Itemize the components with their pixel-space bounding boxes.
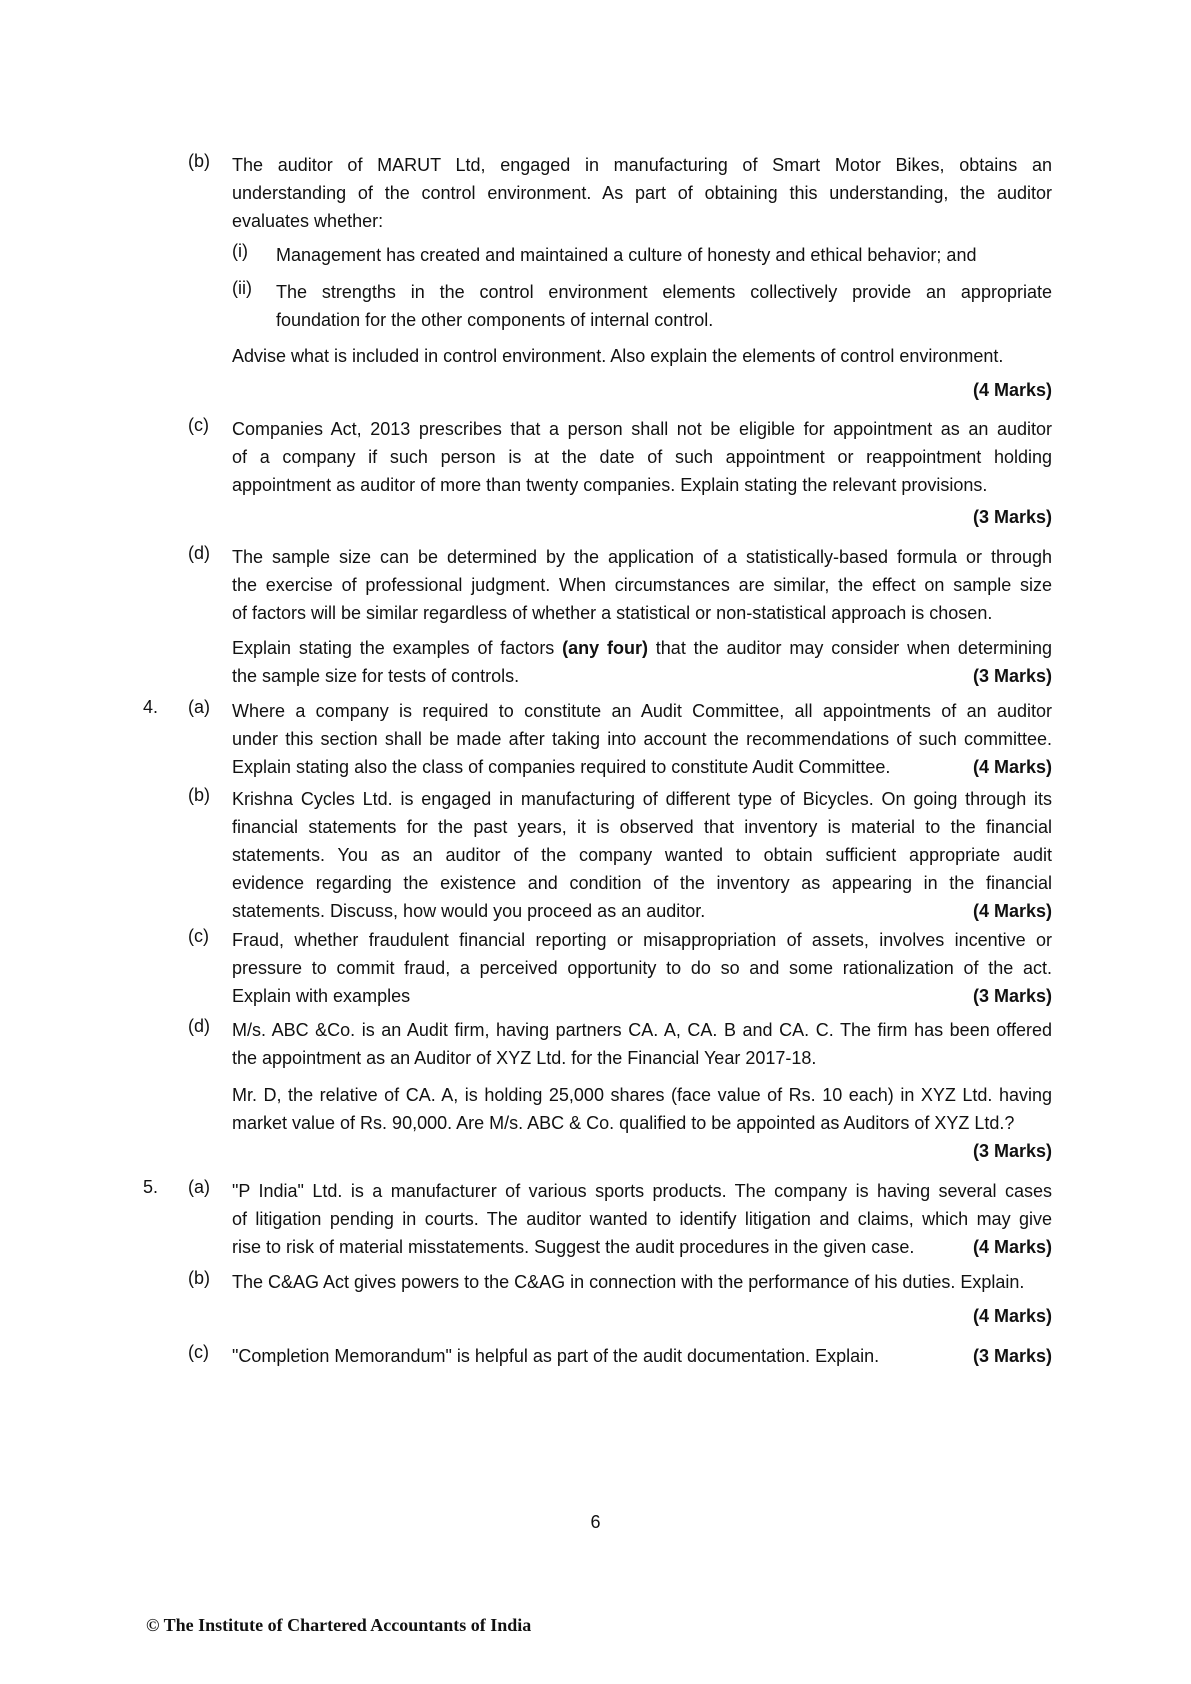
q4b-text [232, 785, 1052, 925]
text-run: Explain with examples [232, 986, 411, 1006]
text-line: Mr. D, the relative of CA. A, is holding 25,000 shares (face value of Rs. 10 each) in XYZ Ltd. having [232, 1085, 1052, 1105]
marks-label: (3 Marks) [972, 1346, 1052, 1366]
q4b-label: (b) [188, 785, 210, 805]
text-run: Explain stating the examples of factors [232, 638, 563, 658]
footer-copyright: © The Institute of Chartered Accountants of India [146, 1615, 532, 1635]
q3d-label: (d) [188, 543, 210, 563]
q3b-i-label: (i) [232, 241, 248, 261]
text-run: Explain stating also the class of companies required to constitute Audit Committee. [232, 757, 891, 777]
text-line: The auditor of MARUT Ltd, engaged in manufacturing of Smart Motor Bikes, obtains an [232, 155, 1052, 175]
text-line [232, 1233, 1052, 1261]
q4a-text [232, 697, 1052, 781]
marks-label: (3 Marks) [972, 666, 1052, 686]
text-line: pressure to commit fraud, a perceived opportunity to do so and some rationalization of the act. [232, 958, 1052, 978]
marks-label: (4 Marks) [972, 757, 1052, 777]
q3b-text [232, 151, 1052, 235]
q5a-text [232, 1177, 1052, 1261]
text-line: understanding of the control environment. As part of obtaining this understanding, the auditor [232, 183, 1052, 203]
q4d-text [232, 1016, 1052, 1072]
text-line: the exercise of professional judgment. When circumstances are similar, the effect on sample size [232, 575, 1052, 595]
marks-label: (4 Marks) [972, 1306, 1052, 1326]
text-line: M/s. ABC &Co. is an Audit firm, having partners CA. A, CA. B and CA. C. The firm has been offered [232, 1020, 1052, 1040]
text-line: Fraud, whether fraudulent financial reporting or misappropriation of assets, involves incentive or [232, 930, 1052, 950]
text-run: statements. Discuss, how would you proceed as an auditor. [232, 901, 706, 921]
text-line: The C&AG Act gives powers to the C&AG in connection with the performance of his duties. Explain. [232, 1272, 1025, 1292]
text-run: rise to risk of material misstatements. Suggest the audit procedures in the given case. [232, 1237, 915, 1257]
text-line: of a company if such person is at the date of such appointment or reappointment holding [232, 447, 1052, 467]
text-line: Management has created and maintained a culture of honesty and ethical behavior; and [276, 245, 977, 265]
text-line: of litigation pending in courts. The auditor wanted to identify litigation and claims, which may give [232, 1209, 1052, 1229]
text-line: market value of Rs. 90,000. Are M/s. ABC & Co. qualified to be appointed as Auditors of XYZ Ltd.? [232, 1113, 1015, 1133]
marks-label: (4 Marks) [972, 1237, 1052, 1257]
q3b-label: (b) [188, 151, 210, 171]
text-line: foundation for the other components of internal control. [276, 310, 714, 330]
text-line: appointment as auditor of more than twenty companies. Explain stating the relevant provisions. [232, 475, 988, 495]
text-line [232, 753, 1052, 781]
text-line: statements. You as an auditor of the company wanted to obtain sufficient appropriate audit [232, 845, 1052, 865]
q5b-label: (b) [188, 1268, 210, 1288]
q5c-label: (c) [188, 1342, 209, 1362]
q4c-text [232, 926, 1052, 1010]
q4d-label: (d) [188, 1016, 210, 1036]
q3d-text [232, 543, 1052, 627]
text-line: Krishna Cycles Ltd. is engaged in manufacturing of different type of Bicycles. On going through its [232, 789, 1052, 809]
marks-label: (3 Marks) [972, 507, 1052, 527]
marks-label: (4 Marks) [972, 901, 1052, 921]
question-number: 4. [143, 697, 159, 717]
text-line: The sample size can be determined by the application of a statistically-based formula or through [232, 547, 1052, 567]
q3c-label: (c) [188, 415, 209, 435]
text-line: the appointment as an Auditor of XYZ Ltd. for the Financial Year 2017-18. [232, 1048, 817, 1068]
text-run: that the auditor may consider when determining [647, 638, 1052, 658]
q4a-label: (a) [188, 697, 210, 717]
text-line: evidence regarding the existence and condition of the inventory as appearing in the financial [232, 873, 1052, 893]
text-line: of factors will be similar regardless of whether a statistical or non-statistical approach is chosen. [232, 603, 993, 623]
text-line [232, 662, 1052, 690]
marks-label: (3 Marks) [972, 986, 1052, 1006]
text-line: The strengths in the control environment elements collectively provide an appropriate [276, 282, 1052, 302]
text-line [232, 1342, 1052, 1370]
text-line: evaluates whether: [232, 211, 384, 231]
text-line: under this section shall be made after taking into account the recommendations of such committee. [232, 729, 1052, 749]
q4c-label: (c) [188, 926, 209, 946]
text-run: "Completion Memorandum" is helpful as part of the audit documentation. Explain. [232, 1346, 880, 1366]
text-line: "P India" Ltd. is a manufacturer of various sports products. The company is having several cases [232, 1181, 1052, 1201]
text-line: Companies Act, 2013 prescribes that a person shall not be eligible for appointment as an auditor [232, 419, 1052, 439]
q3b-ii-text [276, 278, 1052, 334]
emphasis-any-four: (any four) [562, 638, 648, 658]
marks-label: (4 Marks) [972, 380, 1052, 400]
text-line [232, 897, 1052, 925]
q3b-i-text [276, 241, 1052, 269]
text-line [232, 634, 1052, 662]
q3b-ii-label: (ii) [232, 278, 252, 298]
question-number: 5. [143, 1177, 159, 1197]
q5b-text [232, 1268, 1052, 1296]
page-number: 6 [590, 1512, 601, 1532]
q5a-label: (a) [188, 1177, 210, 1197]
text-line [232, 982, 1052, 1010]
q3c-text [232, 415, 1052, 499]
text-line: financial statements for the past years, it is observed that inventory is material to the financial [232, 817, 1052, 837]
marks-label: (3 Marks) [972, 1141, 1052, 1161]
text-line: Advise what is included in control environment. Also explain the elements of control environment. [232, 346, 1004, 366]
q5c-text [232, 1342, 1052, 1370]
text-run: the sample size for tests of controls. [232, 666, 520, 686]
text-line: Where a company is required to constitute an Audit Committee, all appointments of an auditor [232, 701, 1052, 721]
